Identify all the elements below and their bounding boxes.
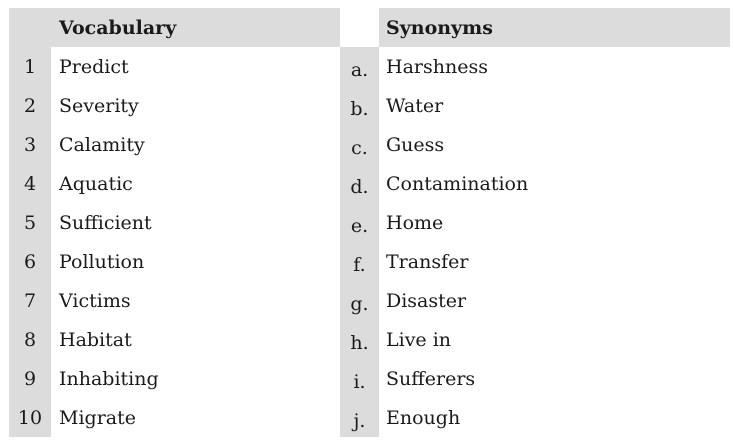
row-number: 2 <box>9 86 51 125</box>
synonym-letter: a. <box>340 47 379 86</box>
table-row <box>9 203 730 242</box>
row-number: 1 <box>9 47 51 86</box>
synonym-word: Live in <box>379 320 730 359</box>
header-letter-cell <box>340 8 379 47</box>
synonym-letter: b. <box>340 86 379 125</box>
synonym-word: Home <box>379 203 730 242</box>
vocabulary-word: Aquatic <box>51 164 340 203</box>
vocabulary-word: Victims <box>51 281 340 320</box>
vocabulary-word: Migrate <box>51 398 340 437</box>
header-number-cell <box>9 8 51 47</box>
row-number: 7 <box>9 281 51 320</box>
table-row <box>9 359 730 398</box>
row-number: 4 <box>9 164 51 203</box>
synonym-word: Water <box>379 86 730 125</box>
synonym-word: Sufferers <box>379 359 730 398</box>
vocabulary-synonyms-table <box>9 8 730 437</box>
vocabulary-word: Habitat <box>51 320 340 359</box>
table-row <box>9 86 730 125</box>
header-vocabulary: Vocabulary <box>51 8 340 47</box>
row-number: 6 <box>9 242 51 281</box>
synonym-word: Enough <box>379 398 730 437</box>
synonym-letter: i. <box>340 359 379 398</box>
synonym-letter: c. <box>340 125 379 164</box>
synonym-word: Disaster <box>379 281 730 320</box>
synonym-letter: d. <box>340 164 379 203</box>
table-row <box>9 320 730 359</box>
row-number: 8 <box>9 320 51 359</box>
table-row <box>9 164 730 203</box>
header-synonyms: Synonyms <box>379 8 730 47</box>
vocabulary-word: Pollution <box>51 242 340 281</box>
row-number: 10 <box>9 398 51 437</box>
table-row <box>9 281 730 320</box>
synonym-letter: e. <box>340 203 379 242</box>
vocabulary-word: Calamity <box>51 125 340 164</box>
vocabulary-word: Severity <box>51 86 340 125</box>
vocabulary-word: Predict <box>51 47 340 86</box>
synonym-letter: g. <box>340 281 379 320</box>
table-row <box>9 125 730 164</box>
synonym-letter: h. <box>340 320 379 359</box>
table-row <box>9 242 730 281</box>
synonym-word: Harshness <box>379 47 730 86</box>
row-number: 5 <box>9 203 51 242</box>
table-row <box>9 398 730 437</box>
vocabulary-word: Inhabiting <box>51 359 340 398</box>
vocabulary-word: Sufficient <box>51 203 340 242</box>
row-number: 9 <box>9 359 51 398</box>
table-row <box>9 47 730 86</box>
synonym-word: Contamination <box>379 164 730 203</box>
synonym-letter: f. <box>340 242 379 281</box>
synonym-letter: j. <box>340 398 379 437</box>
synonym-word: Guess <box>379 125 730 164</box>
synonym-word: Transfer <box>379 242 730 281</box>
row-number: 3 <box>9 125 51 164</box>
table-header-row <box>9 8 730 47</box>
